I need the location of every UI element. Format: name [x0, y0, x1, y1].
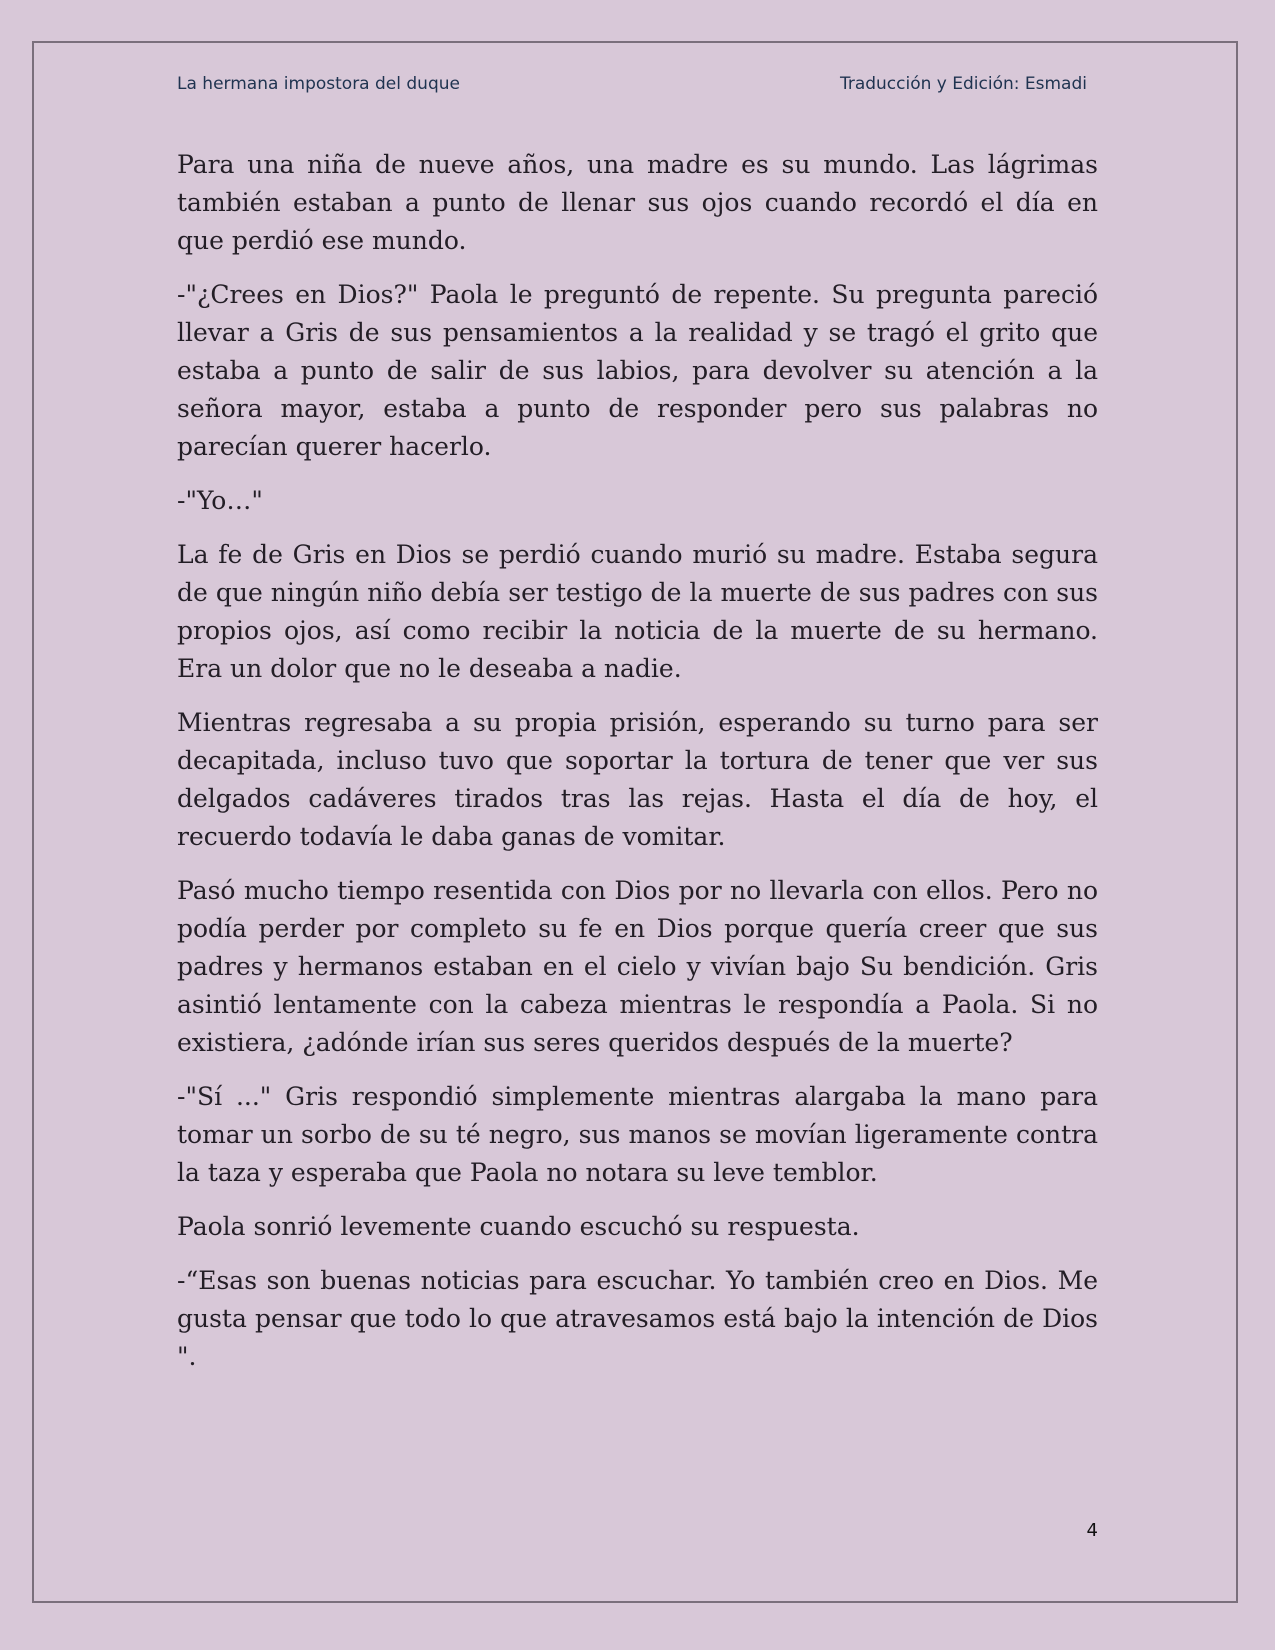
paragraph: -“Esas son buenas noticias para escuchar. Yo también creo en Dios. Me gusta pensar que todo lo que atravesamos está bajo la intención de Dios ".	[177, 1266, 1098, 1371]
paragraph: Mientras regresaba a su propia prisión, esperando su turno para ser decapitada, incluso tuvo que soportar la tortura de tener que ver sus delgados cadáveres tirados tras las rejas. Hasta el día de hoy, el recuerdo todavía le daba ganas de vomitar.	[177, 708, 1098, 851]
paragraph: -"Sí ..." Gris respondió simplemente mientras alargaba la mano para tomar un sorbo de su té negro, sus manos se movían ligeramente contra la taza y esperaba que Paola no notara su leve temblor.	[177, 1082, 1098, 1187]
paragraph: Paola sonrió levemente cuando escuchó su respuesta.	[177, 1212, 860, 1241]
paragraph: -"¿Crees en Dios?" Paola le preguntó de repente. Su pregunta pareció llevar a Gris de sus pensamientos a la realidad y se tragó el grito que estaba a punto de salir de sus labios, para devolver su atención a la señora mayor, estaba a punto de responder pero sus palabras no parecían querer hacerlo.	[177, 280, 1098, 461]
body-text	[177, 146, 1098, 1392]
header-book-title: La hermana impostora del duque	[177, 74, 460, 94]
paragraph: Para una niña de nueve años, una madre es su mundo. Las lágrimas también estaban a punto de llenar sus ojos cuando recordó el día en que perdió ese mundo.	[177, 150, 1098, 255]
page-number: 4	[1086, 1520, 1098, 1541]
header-translation-credit: Traducción y Edición: Esmadi	[839, 74, 1087, 94]
paragraph: Pasó mucho tiempo resentida con Dios por no llevarla con ellos. Pero no podía perder por completo su fe en Dios porque quería creer que sus padres y hermanos estaban en el cielo y vivían bajo Su bendición. Gris asintió lentamente con la cabeza mientras le respondía a Paola. Si no existiera, ¿adónde irían sus seres queridos después de la muerte?	[177, 876, 1098, 1057]
paragraph: -"Yo…"	[177, 486, 263, 515]
paragraph: La fe de Gris en Dios se perdió cuando murió su madre. Estaba segura de que ningún niño debía ser testigo de la muerte de sus padres con sus propios ojos, así como recibir la noticia de la muerte de su hermano. Era un dolor que no le deseaba a nadie.	[177, 540, 1098, 683]
